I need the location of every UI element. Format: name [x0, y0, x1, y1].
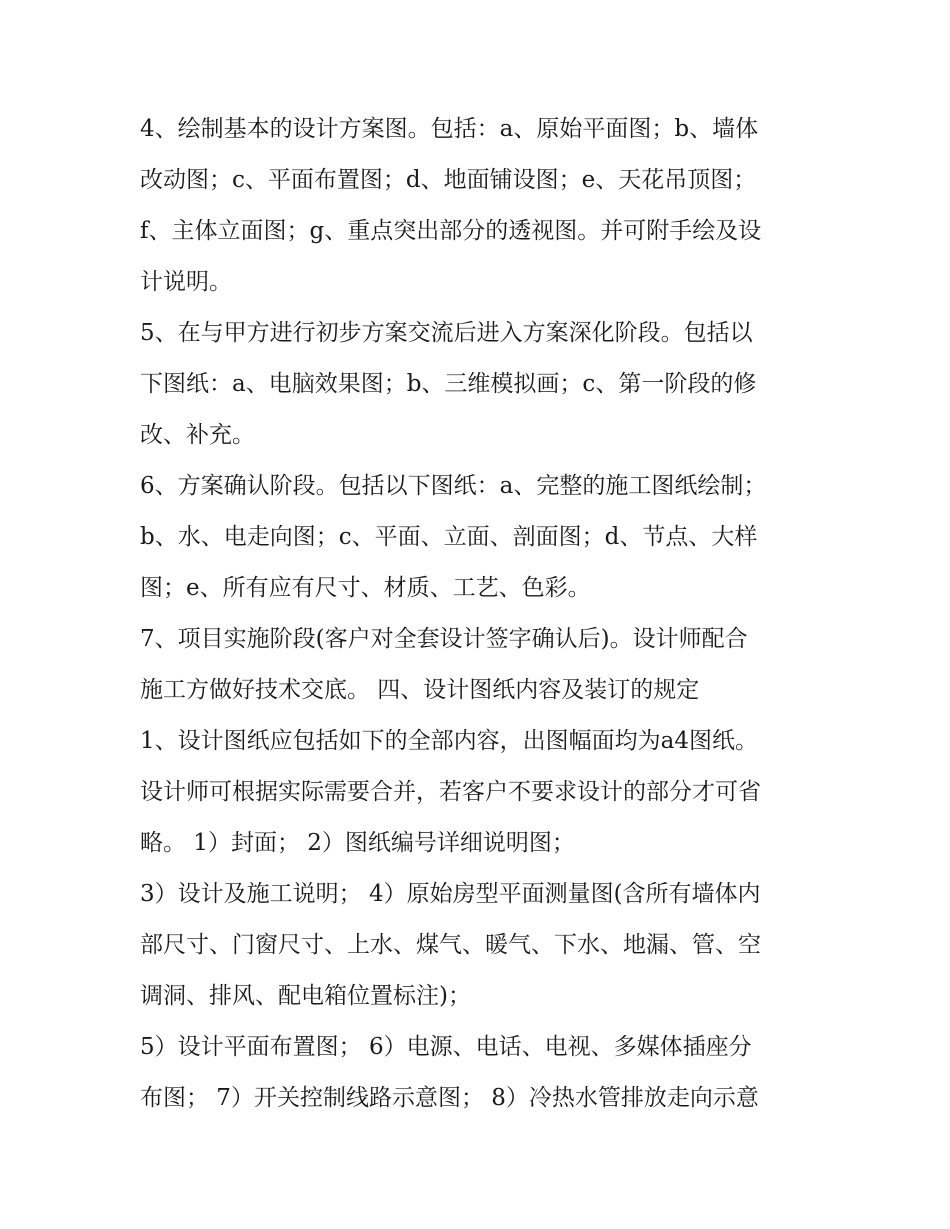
text-line: 计说明。 — [140, 269, 232, 295]
text-line: 布图； 7）开关控制线路示意图； 8）冷热水管排放走向示意 — [140, 1085, 759, 1111]
text-line: 设计师可根据实际需要合并，若客户不要求设计的部分才可省 — [140, 779, 761, 805]
text-line: 5、在与甲方进行初步方案交流后进入方案深化阶段。包括以 — [140, 320, 753, 346]
text-line: b、水、电走向图；c、平面、立面、剖面图；d、节点、大样 — [140, 524, 758, 550]
text-line: 6、方案确认阶段。包括以下图纸：a、完整的施工图纸绘制； — [140, 473, 767, 499]
text-line: 改、补充。 — [140, 422, 255, 448]
document-body — [140, 104, 820, 1124]
text-line: 略。 1）封面； 2）图纸编号详细说明图； — [140, 830, 575, 856]
text-line: 4、绘制基本的设计方案图。包括：a、原始平面图；b、墙体 — [140, 116, 759, 142]
text-line: 施工方做好技术交底。 四、设计图纸内容及装订的规定 — [140, 677, 700, 703]
text-line: 7、项目实施阶段(客户对全套设计签字确认后)。设计师配合 — [140, 626, 748, 652]
text-line: 改动图；c、平面布置图；d、地面铺设图；e、天花吊顶图； — [140, 167, 757, 193]
text-line: 5）设计平面布置图； 6）电源、电话、电视、多媒体插座分 — [140, 1034, 752, 1060]
text-line: 部尺寸、门窗尺寸、上水、煤气、暖气、下水、地漏、管、空 — [140, 932, 761, 958]
text-line: 调洞、排风、配电箱位置标注)； — [140, 983, 471, 1009]
text-line: 图；e、所有应有尺寸、材质、工艺、色彩。 — [140, 575, 591, 601]
text-line: 1、设计图纸应包括如下的全部内容，出图幅面均为a4图纸。 — [140, 728, 758, 754]
text-line: 3）设计及施工说明； 4）原始房型平面测量图(含所有墙体内 — [140, 881, 761, 907]
text-line: f、主体立面图；g、重点突出部分的透视图。并可附手绘及设 — [140, 218, 762, 244]
text-line: 下图纸：a、电脑效果图；b、三维模拟画；c、第一阶段的修 — [140, 371, 757, 397]
